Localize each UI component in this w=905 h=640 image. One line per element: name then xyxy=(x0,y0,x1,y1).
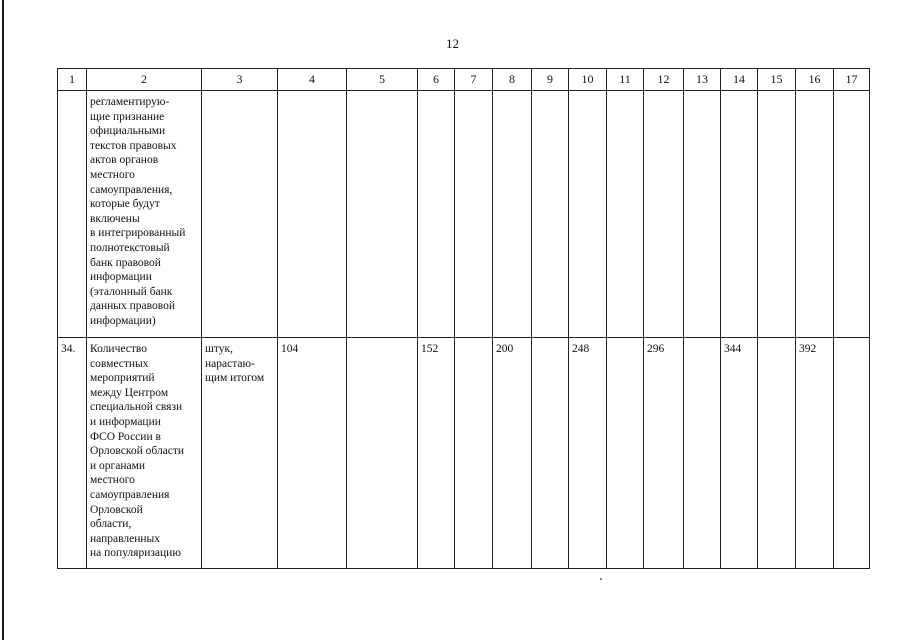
table-cell xyxy=(278,91,347,338)
table-cell xyxy=(758,91,796,338)
column-header: 16 xyxy=(796,69,834,91)
unit-cell xyxy=(202,338,278,569)
value-text: 392 xyxy=(799,343,817,355)
column-header: 13 xyxy=(684,69,721,91)
value-cell xyxy=(721,338,758,569)
table-cell xyxy=(532,91,569,338)
column-header: 17 xyxy=(834,69,870,91)
table-cell xyxy=(834,91,870,338)
column-header: 8 xyxy=(493,69,532,91)
column-header: 10 xyxy=(569,69,607,91)
data-table xyxy=(57,68,870,569)
column-header: 15 xyxy=(758,69,796,91)
table-cell xyxy=(644,91,684,338)
column-header: 7 xyxy=(455,69,493,91)
value-cell xyxy=(493,338,532,569)
indicator-name-text: Количество совместных мероприятий между Центром специальной связи и информации ФСО России в Орловской области и органами местного самоуправления Орловской области, направленных на популяризацию xyxy=(90,343,185,560)
table-cell xyxy=(758,338,796,569)
column-header: 6 xyxy=(418,69,455,91)
table-cell xyxy=(347,91,418,338)
page-number: 12 xyxy=(446,36,459,51)
table-cell xyxy=(493,91,532,338)
table-header-row xyxy=(58,69,870,91)
table-cell xyxy=(796,91,834,338)
value-cell xyxy=(569,338,607,569)
value-cell xyxy=(644,338,684,569)
row-number: 34. xyxy=(61,343,76,355)
column-header: 3 xyxy=(202,69,278,91)
page-left-border xyxy=(2,0,4,640)
value-text: 152 xyxy=(421,343,439,355)
table-cell xyxy=(532,338,569,569)
column-header: 11 xyxy=(607,69,644,91)
table-cell xyxy=(347,338,418,569)
value-text: 248 xyxy=(572,343,590,355)
table-cell xyxy=(455,91,493,338)
table-cell xyxy=(721,91,758,338)
indicator-name-text: регламентирую- щие признание официальными текстов правовых актов органов местного самоуправления, которые будут включены в интегрированный полнотекстовый банк правовой информации (эталонный банк данных правовой информации) xyxy=(90,96,186,327)
value-cell xyxy=(796,338,834,569)
table-cell xyxy=(418,91,455,338)
indicator-name-cell xyxy=(87,91,202,338)
value-cell xyxy=(278,338,347,569)
table-cell xyxy=(58,91,87,338)
table-cell xyxy=(607,91,644,338)
table-cell xyxy=(202,91,278,338)
column-header: 5 xyxy=(347,69,418,91)
table-cell xyxy=(569,91,607,338)
column-header: 9 xyxy=(532,69,569,91)
value-text: 200 xyxy=(496,343,514,355)
column-header: 1 xyxy=(58,69,87,91)
table-row xyxy=(58,91,870,338)
table-cell xyxy=(455,338,493,569)
value-text: 296 xyxy=(647,343,665,355)
unit-text: штук, нарастаю- щим итогом xyxy=(205,343,265,385)
value-text: 104 xyxy=(281,343,299,355)
scan-speck xyxy=(600,578,602,580)
row-number-cell xyxy=(58,338,87,569)
column-header: 12 xyxy=(644,69,684,91)
table-row xyxy=(58,338,870,569)
indicator-name-cell xyxy=(87,338,202,569)
column-header: 4 xyxy=(278,69,347,91)
value-text: 344 xyxy=(724,343,742,355)
table-cell xyxy=(834,338,870,569)
table-cell xyxy=(607,338,644,569)
column-header: 2 xyxy=(87,69,202,91)
table-cell xyxy=(684,338,721,569)
value-cell xyxy=(418,338,455,569)
column-header: 14 xyxy=(721,69,758,91)
table-cell xyxy=(684,91,721,338)
